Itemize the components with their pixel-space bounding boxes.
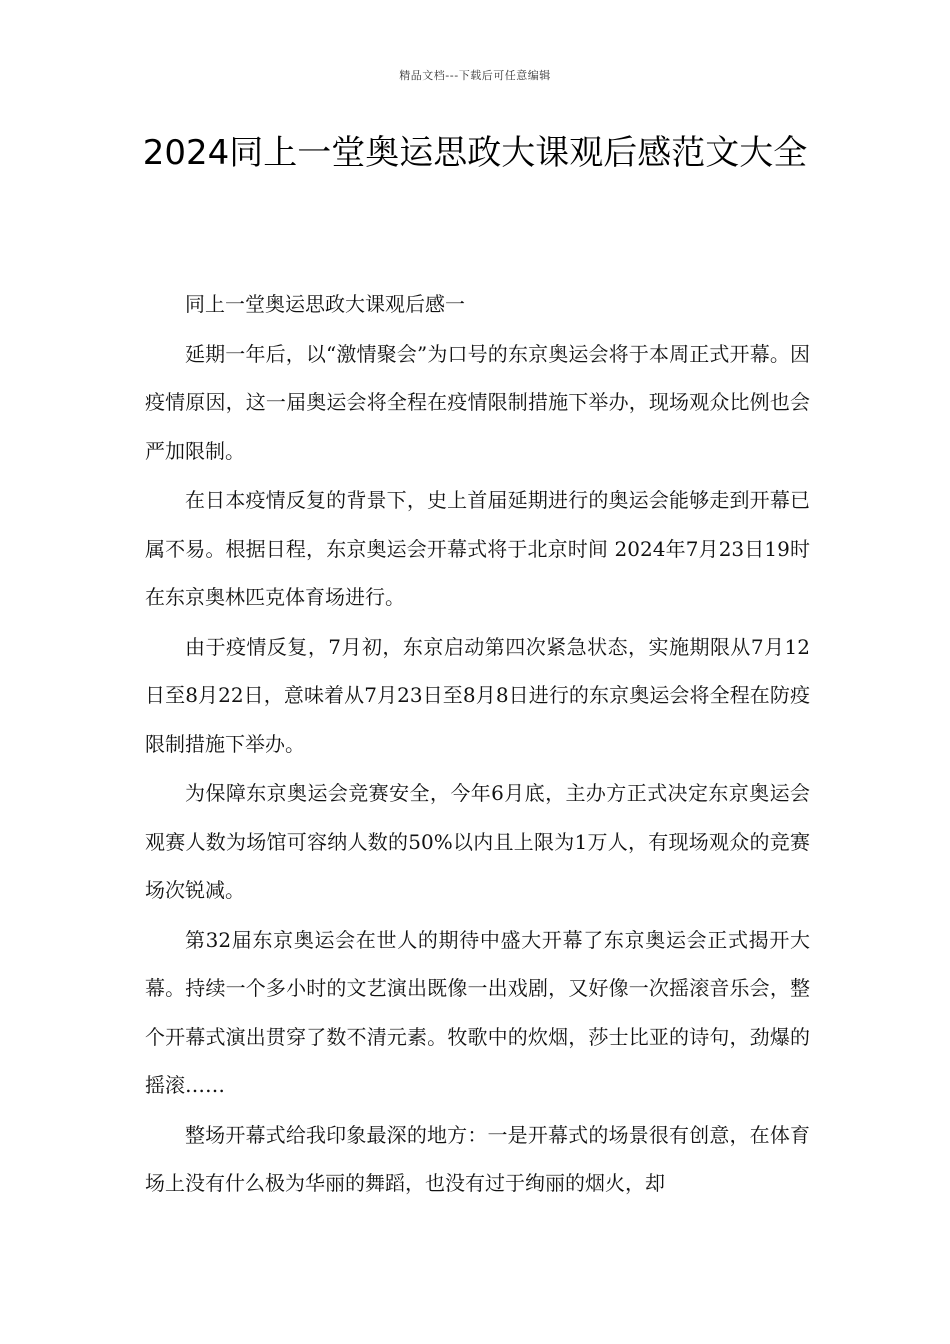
document-body bbox=[145, 280, 810, 1209]
paragraph: 整场开幕式给我印象最深的地方：一是开幕式的场景很有创意，在体育场上没有什么极为华丽的舞蹈，也没有过于绚丽的烟火，却 bbox=[145, 1122, 810, 1195]
paragraph: 第32届东京奥运会在世人的期待中盛大开幕了东京奥运会正式揭开大幕。持续一个多小时的文艺演出既像一出戏剧，又好像一次摇滚音乐会，整个开幕式演出贯穿了数不清元素。牧歌中的炊烟，莎士比亚的诗句，劲爆的摇滚…… bbox=[145, 927, 810, 1097]
section-subheading: 同上一堂奥运思政大课观后感一 bbox=[185, 292, 465, 316]
paragraph: 由于疫情反复，7月初，东京启动第四次紧急状态，实施期限从7月12日至8月22日，意味着从7月23日至8月8日进行的东京奥运会将全程在防疫限制措施下举办。 bbox=[145, 634, 810, 756]
paragraph: 延期一年后，以“激情聚会”为口号的东京奥运会将于本周正式开幕。因疫情原因，这一届奥运会将全程在疫情限制措施下举办，现场观众比例也会严加限制。 bbox=[145, 341, 810, 463]
paragraph: 在日本疫情反复的背景下，史上首届延期进行的奥运会能够走到开幕已属不易。根据日程，东京奥运会开幕式将于北京时间 2024年7月23日19时在东京奥林匹克体育场进行。 bbox=[145, 488, 810, 609]
header-note: 精品文档---下载后可任意编辑 bbox=[399, 69, 551, 82]
document-title: 2024同上一堂奥运思政大课观后感范文大全 bbox=[142, 133, 808, 173]
paragraph: 为保障东京奥运会竞赛安全，今年6月底，主办方正式决定东京奥运会观赛人数为场馆可容纳人数的50%以内且上限为1万人，有现场观众的竞赛场次锐减。 bbox=[145, 781, 810, 902]
